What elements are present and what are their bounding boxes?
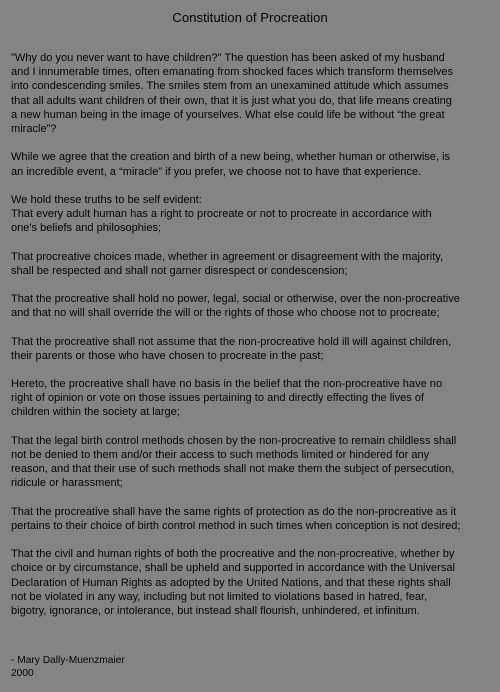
text-line: one's beliefs and philosophies; [11,222,162,235]
text-line: That the civil and human rights of both the procreative and the non-procreative, whether by [11,548,455,561]
paragraph-3 [11,193,498,236]
text-line: and I innumerable times, often emanating from shocked faces which transform themselves [11,66,454,79]
text-line: children within the society at large; [11,406,180,419]
text-line: right of opinion or vote on those issues pertaining to and directly effecting the lives of [11,392,425,405]
signature-author: - Mary Dally-Muenzmaier [11,655,125,666]
text-line: an incredible event, a “miracle” if you prefer, we choose not to have that experience. [11,165,422,178]
document-title: Constitution of Procreation [172,10,328,25]
text-line: "Why do you never want to have children?" The question has been asked of my husband [11,52,445,64]
signature-year: 2000 [11,667,34,679]
text-line: choice or by circumstance, shall be upheld and supported in accordance with the Universal [11,562,455,575]
text-line: not be violated in any way, including but not limited to violations based in hatred, fear, [11,590,428,603]
text-line: Declaration of Human Rights as adopted by the United Nations, and that these rights shall [11,576,451,589]
signature-block [11,655,125,680]
text-line: That procreative choices made, whether in agreement or disagreement with the majority, [11,250,444,263]
paragraph-9 [11,505,498,533]
text-line: bigotry, ignorance, or intolerance, but instead shall flourish, unhindered, et infinitum. [11,604,420,617]
text-line: Hereto, the procreative shall have no basis in the belief that the non-procreative have no [11,378,443,391]
text-line: That the legal birth control methods chosen by the non-procreative to remain childless shall [11,434,457,447]
text-line: That every adult human has a right to procreate or not to procreate in accordance with [11,208,432,221]
paragraph-8 [11,434,498,491]
paragraph-7 [11,377,498,420]
text-line: That the procreative shall hold no power, legal, social or otherwise, over the non-procreative [11,293,460,306]
text-line: into condescending smiles. The smiles stem from an unexamined attitude which assumes [11,80,449,93]
text-line: and that no will shall override the will or the rights of those who choose not to procreate; [11,307,440,320]
paragraph-10 [11,547,498,618]
paragraph-6 [11,335,498,363]
paragraph-4 [11,250,498,278]
paragraph-2 [11,150,498,178]
text-line: ridicule or harassment; [11,477,123,490]
text-line: that all adults want children of their own, that it is just what you do, that life means creating [11,94,452,107]
text-line: reason, and that their use of such methods shall not make them the subject of persecution, [11,463,455,476]
text-line: miracle”? [11,123,57,136]
text-line: not be denied to them and/or their access to such methods limited or hindered for any [11,448,430,461]
paragraph-5 [11,292,498,320]
text-line: pertains to their choice of birth control method in such times when conception is not desired; [11,519,461,532]
paragraph-1 [11,51,498,136]
text-line: We hold these truths to be self evident: [11,193,202,206]
text-line: a new human being in the image of yourselves. What else could life be without “the great [11,108,445,121]
text-line: While we agree that the creation and birth of a new being, whether human or otherwise, is [11,151,451,164]
text-line: That the procreative shall not assume that the non-procreative hold ill will against children, [11,335,452,348]
text-line: That the procreative shall have the same rights of protection as do the non-procreative as it [11,505,457,518]
text-line: shall be respected and shall not garner disrespect or condescension; [11,264,348,277]
document-body [11,51,498,618]
text-line: their parents or those who have chosen to procreate in the past; [11,349,324,362]
